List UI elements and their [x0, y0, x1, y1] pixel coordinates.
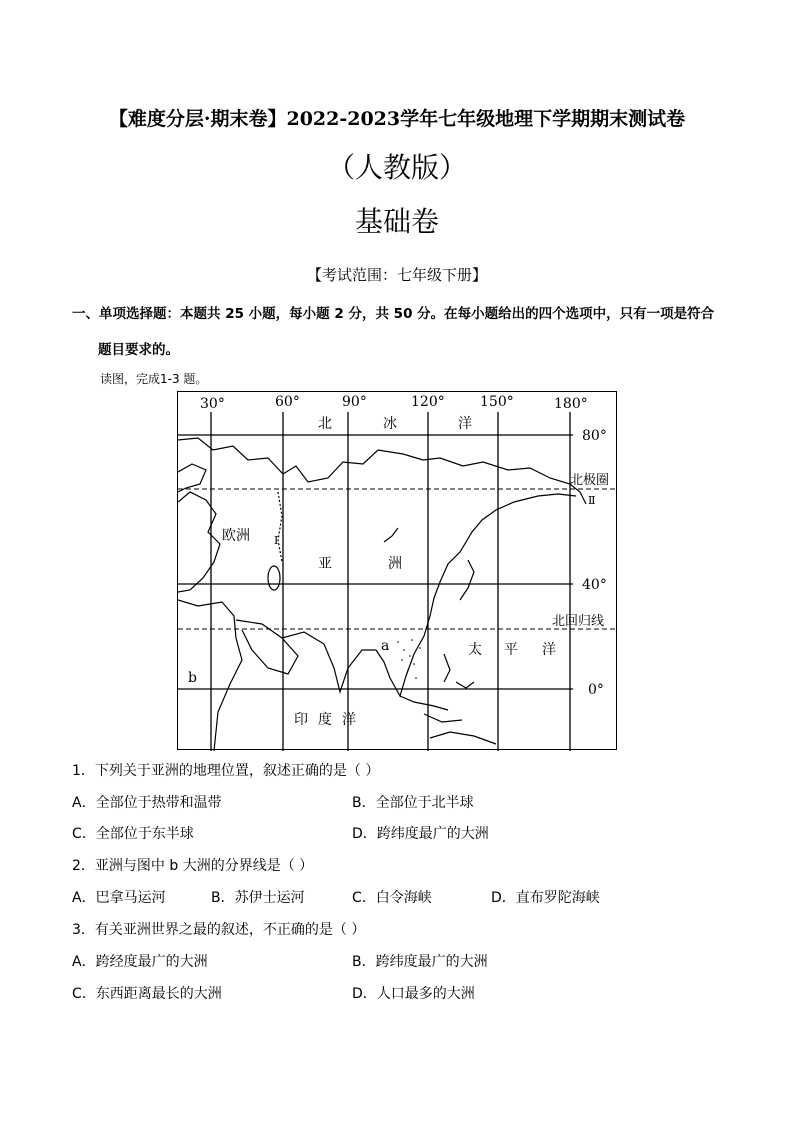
exam-scope: 【考试范围：七年级下册】: [306, 266, 487, 284]
question-2: 2．亚洲与图中 b 大洲的分界线是（ ）: [72, 858, 314, 874]
question-3: 3．有关亚洲世界之最的叙述，不正确的是（ ）: [72, 922, 366, 938]
q2-option-c[interactable]: C．白令海峡: [352, 890, 432, 906]
q1-option-b[interactable]: B．全部位于北半球: [352, 795, 474, 811]
map-intro: 读图，完成1-3 题。: [100, 372, 208, 386]
asia-label-2: 洲: [388, 556, 402, 572]
pacific-label-1: 太: [468, 642, 482, 658]
indian-ocean-label-1: 印: [294, 712, 308, 728]
lon-label-30: 30°: [200, 396, 225, 412]
exam-title: 【难度分层·期末卷】2022-2023学年七年级地理下学期期末测试卷: [108, 108, 686, 130]
edition-label: （人教版）: [326, 151, 467, 184]
lon-label-60: 60°: [275, 394, 300, 410]
section-instructions: 一、单项选择题：本题共 25 小题，每小题 2 分，共 50 分。在每小题给出的四个选项中，只有一项是符合: [72, 306, 715, 322]
arctic-ocean-label-3: 洋: [458, 416, 472, 432]
q1-option-d[interactable]: D．跨纬度最广的大洲: [352, 826, 489, 842]
q3-option-a[interactable]: A．跨经度最广的大洲: [72, 954, 208, 970]
q2-option-a[interactable]: A．巴拿马运河: [72, 890, 166, 906]
q2-option-b[interactable]: B．苏伊士运河: [211, 890, 305, 906]
q2-option-d[interactable]: D．直布罗陀海峡: [491, 890, 600, 906]
europe-label: 欧洲: [222, 528, 250, 544]
map-canvas: [178, 392, 618, 751]
arctic-ocean-label-1: 北: [318, 416, 332, 432]
pacific-label-2: 平: [504, 642, 518, 658]
tropic-of-cancer-label: 北回归线: [552, 614, 605, 629]
lon-label-150: 150°: [480, 394, 514, 410]
arctic-circle-label: 北极圈: [570, 473, 610, 488]
lon-label-120: 120°: [411, 394, 445, 410]
lat-label-0: 0°: [588, 682, 604, 698]
marker-roman-1: Ⅰ: [274, 534, 279, 547]
asia-label-1: 亚: [318, 556, 332, 572]
marker-b: b: [188, 670, 197, 686]
q3-option-d[interactable]: D．人口最多的大洲: [352, 986, 475, 1002]
lat-label-40: 40°: [582, 577, 607, 593]
section-instructions-cont: 题目要求的。: [98, 342, 179, 358]
question-1: 1．下列关于亚洲的地理位置，叙述正确的是（ ）: [72, 763, 380, 779]
arctic-ocean-label-2: 冰: [383, 416, 397, 432]
asia-map: [177, 391, 617, 750]
q3-option-b[interactable]: B．跨纬度最广的大洲: [352, 954, 488, 970]
lon-label-90: 90°: [342, 394, 367, 410]
level-label: 基础卷: [354, 205, 439, 238]
marker-a: a: [381, 638, 390, 654]
lat-label-80: 80°: [582, 428, 607, 444]
lon-label-180: 180°: [554, 396, 588, 412]
marker-roman-2: Ⅱ: [588, 494, 596, 507]
indian-ocean-label-3: 洋: [342, 712, 356, 728]
q1-option-a[interactable]: A．全部位于热带和温带: [72, 795, 222, 811]
pacific-label-3: 洋: [542, 642, 556, 658]
indian-ocean-label-2: 度: [318, 712, 332, 728]
q3-option-c[interactable]: C．东西距离最长的大洲: [72, 986, 222, 1002]
q1-option-c[interactable]: C．全部位于东半球: [72, 826, 194, 842]
